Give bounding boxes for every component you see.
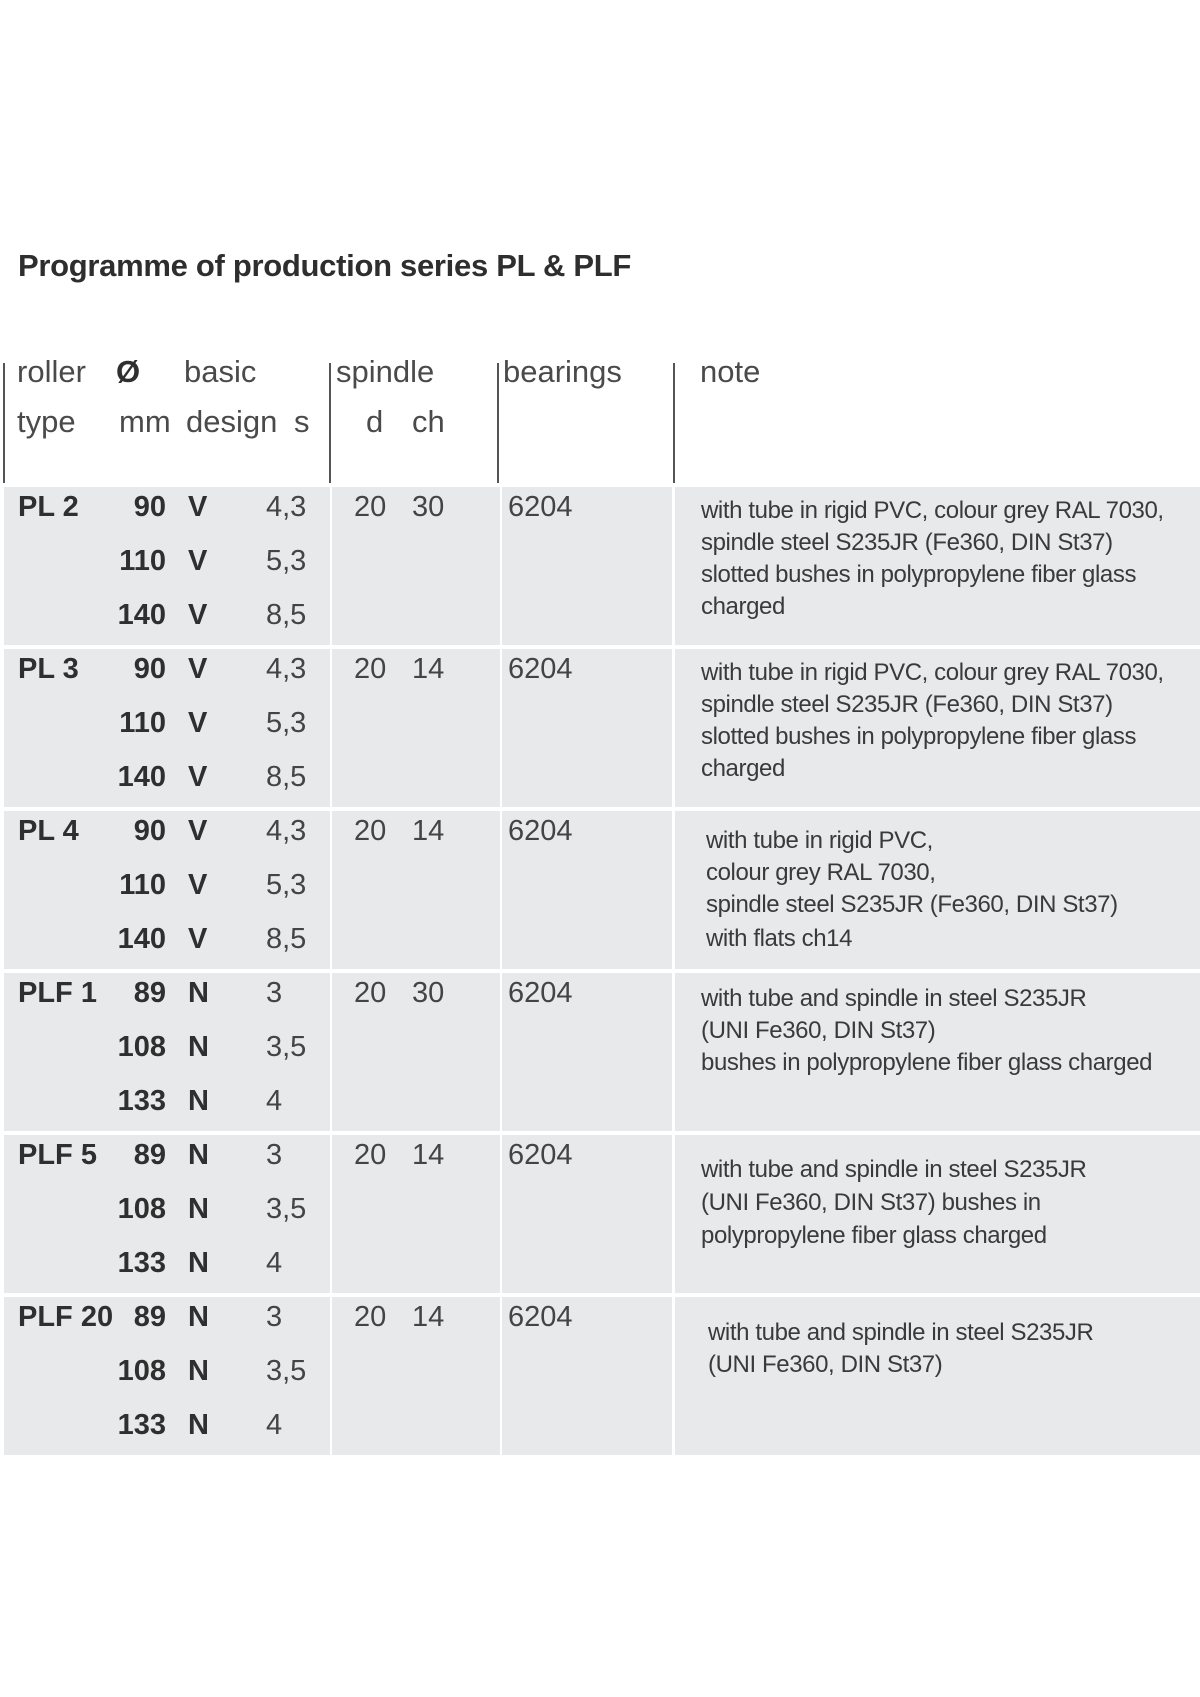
spindle-cell (332, 1135, 500, 1293)
diameter-value: 110 (119, 545, 166, 577)
header-basic: basic (184, 354, 257, 389)
s-value: 5,3 (266, 869, 307, 901)
roller-type: PLF 20 (18, 1301, 114, 1333)
spindle-cell (332, 973, 500, 1131)
spindle-d: 20 (354, 977, 387, 1009)
diameter-value: 89 (133, 1139, 166, 1171)
note-line: with tube in rigid PVC, colour grey RAL 7030, (701, 497, 1164, 524)
header-mm: mm (119, 404, 171, 439)
design-value: V (188, 761, 208, 793)
design-value: N (188, 977, 209, 1009)
note-line: bushes in polypropylene fiber glass charged (701, 1049, 1153, 1076)
header-diameter-symbol: Ø (116, 354, 141, 389)
table-row (4, 1135, 1200, 1293)
header-divider (497, 363, 499, 483)
header-d: d (366, 404, 384, 439)
header-type: type (17, 404, 76, 439)
spindle-cell (332, 811, 500, 969)
s-value: 4,3 (266, 491, 307, 523)
note-text (701, 983, 1152, 1079)
spindle-ch: 14 (412, 1301, 445, 1333)
design-value: V (188, 869, 208, 901)
design-value: N (188, 1301, 209, 1333)
diameter-value: 108 (117, 1355, 166, 1387)
design-value: V (188, 545, 208, 577)
roller-cell (4, 1135, 330, 1293)
header-spindle: spindle (336, 354, 435, 389)
note-line: colour grey RAL 7030, (706, 859, 936, 886)
design-value: V (188, 923, 208, 955)
note-line: charged (701, 755, 785, 782)
note-cell (675, 973, 1200, 1131)
diameter-value: 133 (117, 1409, 166, 1441)
note-line: with flats ch14 (706, 925, 853, 952)
bearings-value: 6204 (508, 1301, 573, 1333)
design-value: N (188, 1031, 209, 1063)
diameter-value: 90 (133, 491, 166, 523)
diameter-value: 89 (133, 1301, 166, 1333)
roller-type: PLF 1 (18, 977, 97, 1009)
s-value: 3,5 (266, 1031, 307, 1063)
note-line: spindle steel S235JR (Fe360, DIN St37) (706, 891, 1118, 918)
note-line: spindle steel S235JR (Fe360, DIN St37) (701, 529, 1113, 556)
bearings-cell (502, 487, 672, 645)
table-row (4, 811, 1200, 969)
roller-type: PL 3 (18, 653, 79, 685)
bearings-value: 6204 (508, 1139, 573, 1171)
diameter-value: 133 (117, 1247, 166, 1279)
diameter-value: 133 (117, 1085, 166, 1117)
page-title: Programme of production series PL & PLF (18, 248, 632, 283)
note-line: with tube in rigid PVC, (706, 827, 933, 854)
note-cell (675, 1135, 1200, 1293)
note-line: slotted bushes in polypropylene fiber glass (701, 723, 1137, 750)
header-divider (329, 363, 331, 483)
diameter-value: 89 (133, 977, 166, 1009)
header-divider (673, 363, 675, 483)
note-line: (UNI Fe360, DIN St37) bushes in (701, 1189, 1041, 1216)
design-value: V (188, 815, 208, 847)
bearings-value: 6204 (508, 977, 573, 1009)
diameter-value: 90 (133, 815, 166, 847)
note-text (708, 1317, 1093, 1381)
header-design: design (186, 404, 278, 439)
spindle-d: 20 (354, 815, 387, 847)
spindle-ch: 14 (412, 1139, 445, 1171)
bearings-cell (502, 649, 672, 807)
design-value: V (188, 599, 208, 631)
note-line: (UNI Fe360, DIN St37) (708, 1351, 943, 1378)
s-value: 3 (266, 1301, 283, 1333)
note-cell (675, 1297, 1200, 1455)
spindle-cell (332, 649, 500, 807)
spindle-ch: 14 (412, 815, 445, 847)
s-value: 3,5 (266, 1193, 307, 1225)
table-row (4, 487, 1200, 645)
note-text (701, 495, 1164, 623)
bearings-cell (502, 1297, 672, 1455)
spindle-ch: 30 (412, 491, 445, 523)
note-text (701, 1153, 1086, 1252)
roller-cell (4, 973, 330, 1131)
diameter-value: 108 (117, 1031, 166, 1063)
s-value: 4 (266, 1409, 283, 1441)
s-value: 4 (266, 1085, 283, 1117)
diameter-value: 108 (117, 1193, 166, 1225)
note-line: charged (701, 593, 785, 620)
table-row (4, 649, 1200, 807)
note-line: (UNI Fe360, DIN St37) (701, 1017, 936, 1044)
spindle-ch: 14 (412, 653, 445, 685)
s-value: 5,3 (266, 545, 307, 577)
note-line: slotted bushes in polypropylene fiber glass (701, 561, 1137, 588)
s-value: 4,3 (266, 815, 307, 847)
note-line: spindle steel S235JR (Fe360, DIN St37) (701, 691, 1113, 718)
note-text (706, 825, 1118, 955)
roller-type: PL 4 (18, 815, 79, 847)
design-value: N (188, 1409, 209, 1441)
note-line: with tube and spindle in steel S235JR (701, 1156, 1087, 1183)
s-value: 3,5 (266, 1355, 307, 1387)
bearings-cell (502, 973, 672, 1131)
bearings-value: 6204 (508, 491, 573, 523)
roller-cell (4, 487, 330, 645)
note-cell (675, 649, 1200, 807)
diameter-value: 110 (119, 869, 166, 901)
design-value: V (188, 491, 208, 523)
design-value: V (188, 707, 208, 739)
spindle-cell (332, 1297, 500, 1455)
header-roller: roller (17, 354, 86, 389)
roller-cell (4, 811, 330, 969)
note-line: polypropylene fiber glass charged (701, 1222, 1047, 1249)
spindle-d: 20 (354, 1301, 387, 1333)
bearings-value: 6204 (508, 653, 573, 685)
s-value: 4 (266, 1247, 283, 1279)
note-cell (675, 487, 1200, 645)
note-text (701, 657, 1164, 785)
diameter-value: 110 (119, 707, 166, 739)
design-value: N (188, 1355, 209, 1387)
note-cell (675, 811, 1200, 969)
s-value: 5,3 (266, 707, 307, 739)
roller-type: PLF 5 (18, 1139, 97, 1171)
table-row (4, 1297, 1200, 1455)
bearings-cell (502, 811, 672, 969)
bearings-cell (502, 1135, 672, 1293)
spindle-d: 20 (354, 491, 387, 523)
roller-type: PL 2 (18, 491, 79, 523)
diameter-value: 140 (117, 923, 166, 955)
design-value: N (188, 1193, 209, 1225)
header-ch: ch (412, 404, 445, 439)
design-value: N (188, 1247, 209, 1279)
s-value: 8,5 (266, 923, 307, 955)
diameter-value: 140 (117, 761, 166, 793)
header-s: s (294, 404, 310, 439)
design-value: N (188, 1139, 209, 1171)
spindle-d: 20 (354, 1139, 387, 1171)
spindle-ch: 30 (412, 977, 445, 1009)
header-divider (3, 363, 5, 483)
s-value: 8,5 (266, 599, 307, 631)
table-row (4, 973, 1200, 1131)
note-line: with tube and spindle in steel S235JR (701, 985, 1087, 1012)
diameter-value: 140 (117, 599, 166, 631)
s-value: 8,5 (266, 761, 307, 793)
roller-cell (4, 1297, 330, 1455)
s-value: 3 (266, 977, 283, 1009)
spindle-cell (332, 487, 500, 645)
design-value: V (188, 653, 208, 685)
note-line: with tube in rigid PVC, colour grey RAL 7030, (701, 659, 1164, 686)
bearings-value: 6204 (508, 815, 573, 847)
design-value: N (188, 1085, 209, 1117)
note-line: with tube and spindle in steel S235JR (708, 1319, 1094, 1346)
diameter-value: 90 (133, 653, 166, 685)
spindle-d: 20 (354, 653, 387, 685)
header-bearings: bearings (503, 354, 622, 389)
roller-cell (4, 649, 330, 807)
s-value: 3 (266, 1139, 283, 1171)
header-note: note (700, 354, 761, 389)
s-value: 4,3 (266, 653, 307, 685)
